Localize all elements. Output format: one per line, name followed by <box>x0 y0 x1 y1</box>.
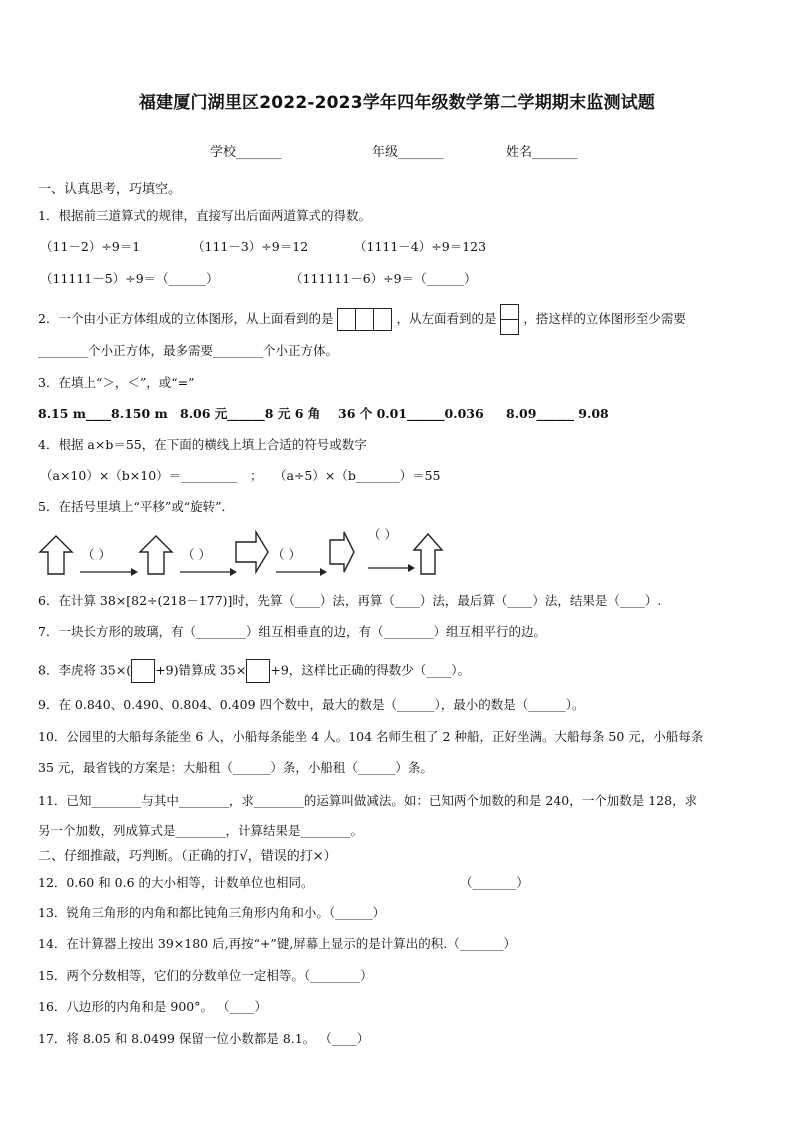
q1-text: 1．根据前三道算式的规律，直接写出后面两道算式的得数。 <box>38 208 371 223</box>
q12-blank[interactable]: （_______） <box>460 875 529 890</box>
q17: 17．将 8.05 和 8.0499 保留一位小数都是 8.1。 （____） <box>38 1031 370 1046</box>
grade-field[interactable]: 年级_______ <box>372 145 444 160</box>
q1-eq2: （111－3）÷9＝12 <box>192 239 309 254</box>
arrowhead-icon <box>230 568 237 576</box>
q15: 15．两个分数相等，它们的分数单位一定相等。（________） <box>38 968 373 983</box>
q13: 13．锐角三角形的内角和都比钝角三角形内角和小。（______） <box>38 905 386 920</box>
q5-text: 5．在括号里填上“平移”或“旋转”． <box>38 499 235 514</box>
q4-a[interactable]: （a×10）×（b×10）＝_________ <box>40 468 238 483</box>
q4-sep: ； <box>250 468 263 483</box>
q1-eq4[interactable]: （11111－5）÷9＝（______） <box>40 271 219 286</box>
q10-line2: 35 元，最省钱的方案是：大船租（______）条，小船租（______）条。 <box>38 760 433 775</box>
q12 <box>38 874 764 892</box>
q1-eq5[interactable]: （111111－6）÷9＝（______） <box>290 271 477 286</box>
q14: 14．在计算器上按出 39×180 后,再按“+”键,屏幕上显示的是计算出的积.（_______） <box>38 936 517 951</box>
q4-b[interactable]: （a÷5）×（b_______）＝55 <box>274 468 441 483</box>
q2-part3: ，搭这样的立体图形至少需要 <box>523 311 686 326</box>
q11-line2: 另一个加数，列成算式是________，计算结果是________。 <box>38 823 364 838</box>
q8-part3: +9，这样比正确的得数少（____）。 <box>270 662 471 678</box>
q3-b[interactable]: 8.06 元______8 元 6 角 <box>180 406 321 421</box>
left-view-figure <box>500 304 519 335</box>
q3-d[interactable]: 8.09______ 9.08 <box>506 406 609 421</box>
q11-line1: 11．已知________与其中________，求________的运算叫做减法。如：已知两个加数的和是 240，一个加数是 128，求 <box>38 793 698 808</box>
arrowhead-icon <box>131 568 138 576</box>
q8-part1: 8．李虎将 35×( <box>38 662 132 678</box>
q2-line1 <box>38 304 764 335</box>
school-field[interactable]: 学校_______ <box>210 145 282 160</box>
up-arrow-icon <box>140 536 172 574</box>
section-1-heading: 一、认真思考，巧填空。 <box>38 182 182 197</box>
top-view-cell <box>355 308 374 331</box>
arrowhead-icon <box>408 564 415 572</box>
q12-text: 12．0.60 和 0.6 的大小相等，计数单位也相同。 <box>38 875 314 890</box>
q6: 6．在计算 38×[82÷(218－177)]时，先算（____）法，再算（____）法，最后算（____）法，结果是（____）. <box>38 593 662 608</box>
q3-text: 3．在填上“＞，＜”，或“=” <box>38 375 195 390</box>
q4-text: 4．根据 a×b＝55，在下面的横线上填上合适的符号或数字 <box>38 437 367 452</box>
q8-part2: +9)错算成 35× <box>155 662 247 678</box>
q2-line2[interactable]: ________个小正方体，最多需要________个小正方体。 <box>38 343 339 358</box>
q1-eq3: （1111－4）÷9＝123 <box>354 239 487 254</box>
left-view-cell <box>500 304 519 320</box>
q2-part1: 2．一个由小正方体组成的立体图形，从上面看到的是 <box>38 311 334 326</box>
q9: 9．在 0.840、0.490、0.804、0.409 四个数中，最大的数是（______），最小的数是（______）。 <box>38 697 585 712</box>
q7: 7．一块长方形的玻璃，有（________）组互相垂直的边，有（________）组互相平行的边。 <box>38 624 546 639</box>
top-view-cell <box>373 308 392 331</box>
right-arrow-icon <box>236 532 268 572</box>
q8-box-1[interactable] <box>131 659 155 683</box>
top-view-cell <box>337 308 356 331</box>
q8-box-2[interactable] <box>246 659 270 683</box>
name-field[interactable]: 姓名_______ <box>506 145 578 160</box>
q3-c[interactable]: 36 个 0.01______0.036 <box>338 406 484 421</box>
q5-blank-2[interactable]: （ ） <box>182 547 211 562</box>
q5-blank-4[interactable]: （ ） <box>368 527 397 542</box>
q8 <box>38 659 764 683</box>
q3-a[interactable]: 8.15 m____8.150 m <box>38 406 168 421</box>
q5-blank-3[interactable]: （ ） <box>272 547 301 562</box>
q10-line1: 10．公园里的大船每条能坐 6 人，小船每条能坐 4 人。104 名师生租了 2 种船，正好坐满。大船每条 50 元，小船每条 <box>38 729 704 744</box>
section-2-heading: 二、仔细推敲，巧判断。（正确的打√，错误的打×） <box>38 849 337 864</box>
up-arrow-icon <box>40 536 72 574</box>
q5-blank-1[interactable]: （ ） <box>82 547 111 562</box>
left-view-cell <box>500 319 519 335</box>
q2-part2: ，从左面看到的是 <box>396 311 497 326</box>
right-arrow-icon <box>330 532 354 572</box>
page-title: 福建厦门湖里区2022-2023学年四年级数学第二学期期末监测试题 <box>138 93 656 113</box>
q16: 16．八边形的内角和是 900°。 （____） <box>38 999 267 1014</box>
q1-eq1: （11－2）÷9＝1 <box>40 239 141 254</box>
up-arrow-icon <box>414 534 442 574</box>
top-view-figure <box>337 308 392 331</box>
arrowhead-icon <box>320 568 327 576</box>
